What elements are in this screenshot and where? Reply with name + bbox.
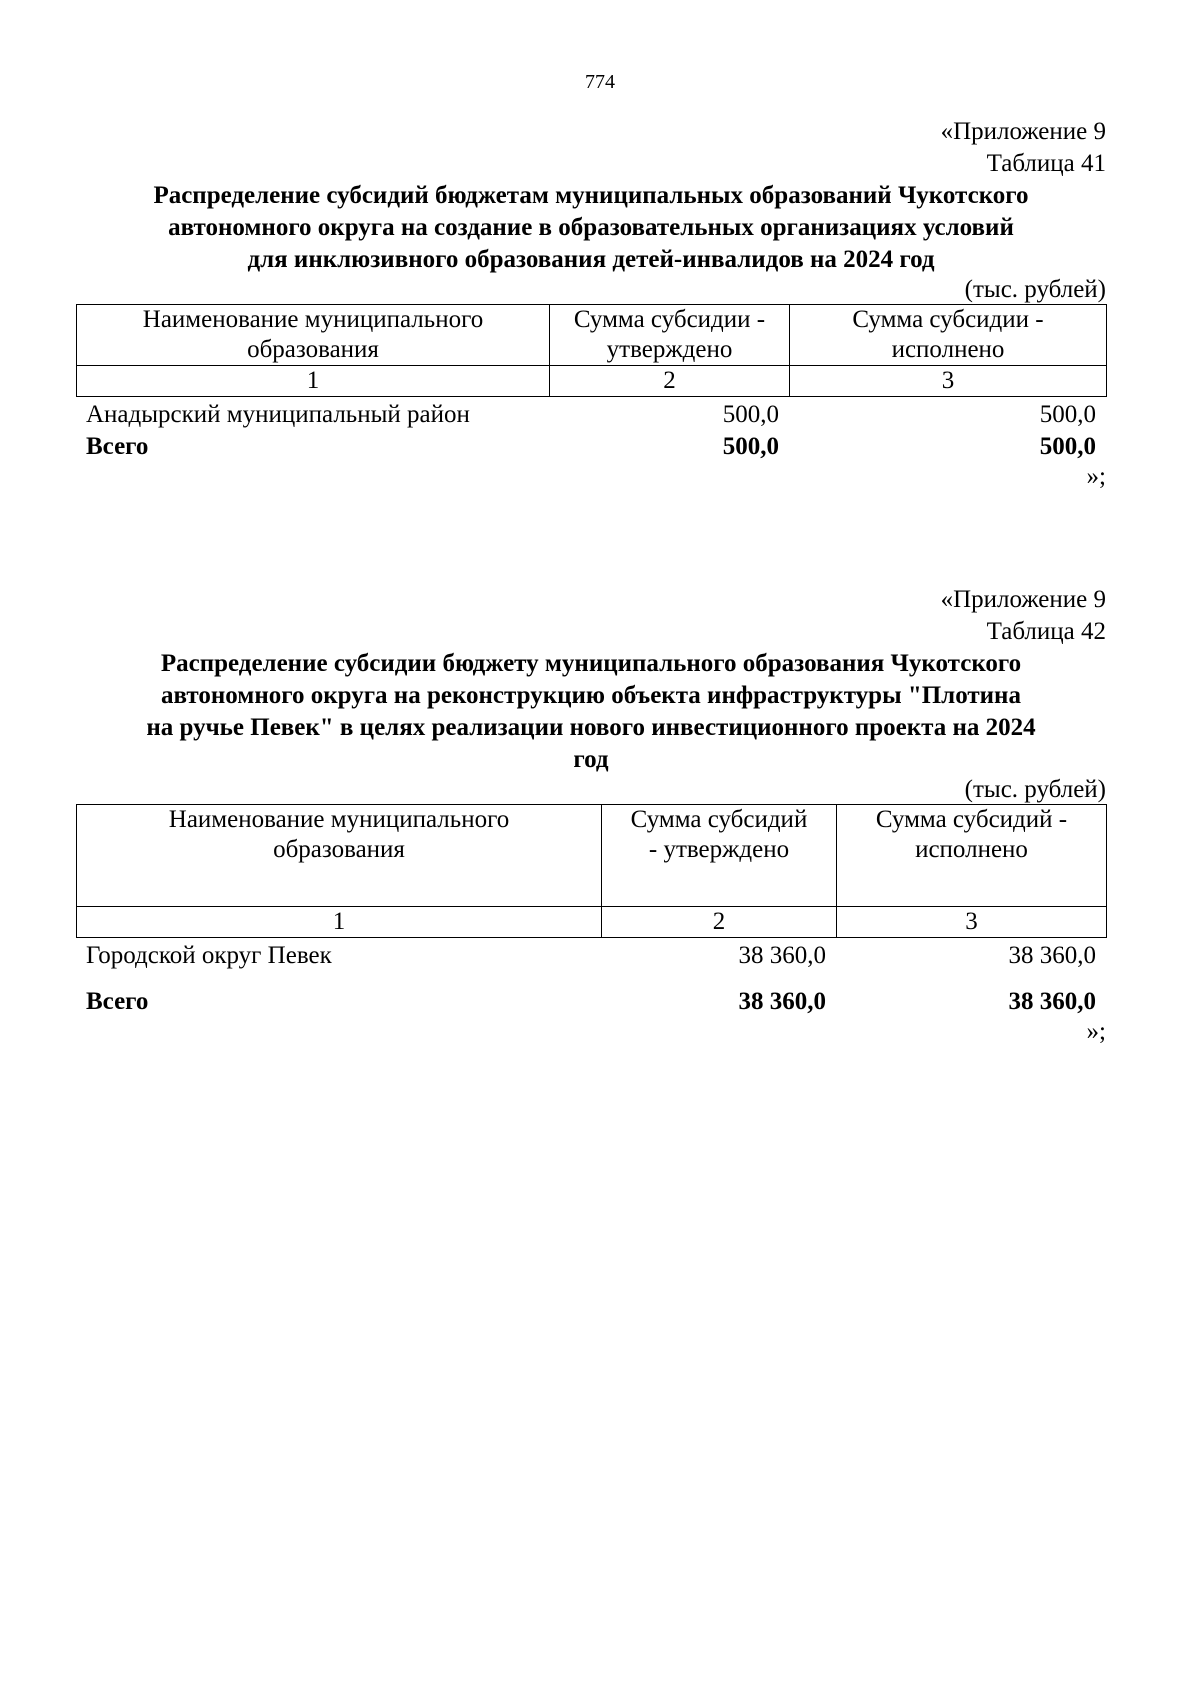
- header-table: [76, 304, 1107, 397]
- approved-amount: 38 360,0: [738, 942, 826, 969]
- data-table: [76, 940, 1106, 1018]
- title-line: для инклюзивного образования детей-инвалидов на 2024 год: [247, 246, 935, 273]
- appendix-label: «Приложение 9: [940, 118, 1106, 145]
- column-header-name: [77, 305, 550, 366]
- page-number: 774: [585, 71, 615, 93]
- total-executed: 38 360,0: [1008, 988, 1096, 1015]
- table-title: [76, 648, 1106, 776]
- column-number: 2: [550, 366, 790, 397]
- approved-amount: 500,0: [722, 401, 779, 428]
- header-line: Наименование муниципального: [168, 806, 510, 833]
- header-row: [77, 305, 1107, 366]
- column-number-row: [77, 366, 1107, 397]
- header-line: образования: [273, 836, 405, 863]
- header-line: Сумма субсидий -: [875, 806, 1068, 833]
- title-line: автономного округа на реконструкцию объекта инфраструктуры "Плотина: [161, 682, 1021, 709]
- title-line: Распределение субсидии бюджету муниципального образования Чукотского: [160, 650, 1022, 677]
- column-number: 1: [77, 907, 602, 938]
- column-number: 3: [790, 366, 1107, 397]
- column-number: 3: [837, 907, 1107, 938]
- units-label: (тыс. рублей): [964, 776, 1106, 803]
- municipality-name: Анадырский муниципальный район: [86, 401, 470, 428]
- closing-quote: »;: [1086, 463, 1106, 490]
- appendix-table-41: [76, 116, 1106, 491]
- header-line: исполнено: [891, 336, 1005, 363]
- table-row: [76, 399, 1106, 431]
- total-label: Всего: [86, 433, 149, 460]
- closing-quote: »;: [1086, 1018, 1106, 1045]
- total-approved: 500,0: [722, 433, 779, 460]
- appendix-table-42: [76, 584, 1106, 1046]
- header-line: исполнено: [915, 836, 1028, 863]
- column-header-executed: [790, 305, 1107, 366]
- total-row: [76, 986, 1106, 1018]
- header-row: [77, 805, 1107, 907]
- header-line: Наименование муниципального: [142, 306, 484, 333]
- total-executed: 500,0: [1039, 433, 1096, 460]
- table-label: Таблица 41: [986, 150, 1106, 177]
- table-title: [76, 180, 1106, 276]
- header-table: [76, 804, 1107, 938]
- total-row: [76, 431, 1106, 463]
- header-line: Сумма субсидии -: [573, 306, 766, 333]
- title-line: Распределение субсидий бюджетам муниципальных образований Чукотского: [153, 182, 1029, 209]
- total-approved: 38 360,0: [738, 988, 826, 1015]
- header-line: Сумма субсидий: [630, 806, 808, 833]
- column-number: 1: [77, 366, 550, 397]
- header-line: Сумма субсидии -: [852, 306, 1044, 333]
- municipality-name: Городской округ Певек: [86, 942, 332, 969]
- data-table: [76, 399, 1106, 463]
- table-row: [76, 940, 1106, 986]
- units-label: (тыс. рублей): [964, 276, 1106, 303]
- title-line: автономного округа на создание в образовательных организациях условий: [168, 214, 1014, 241]
- total-label: Всего: [86, 988, 149, 1015]
- header-line: утверждено: [606, 336, 733, 363]
- executed-amount: 38 360,0: [1008, 942, 1096, 969]
- appendix-label: «Приложение 9: [940, 586, 1106, 613]
- title-line: на ручье Певек" в целях реализации нового инвестиционного проекта на 2024: [146, 714, 1036, 741]
- column-header-approved: [602, 805, 837, 907]
- column-header-name: [77, 805, 602, 907]
- column-number-row: [77, 907, 1107, 938]
- table-label: Таблица 42: [986, 618, 1106, 645]
- column-header-executed: [837, 805, 1107, 907]
- title-line: год: [573, 746, 609, 773]
- column-number: 2: [602, 907, 837, 938]
- column-header-approved: [550, 305, 790, 366]
- executed-amount: 500,0: [1039, 401, 1096, 428]
- header-line: образования: [247, 336, 379, 363]
- header-line: - утверждено: [648, 836, 790, 863]
